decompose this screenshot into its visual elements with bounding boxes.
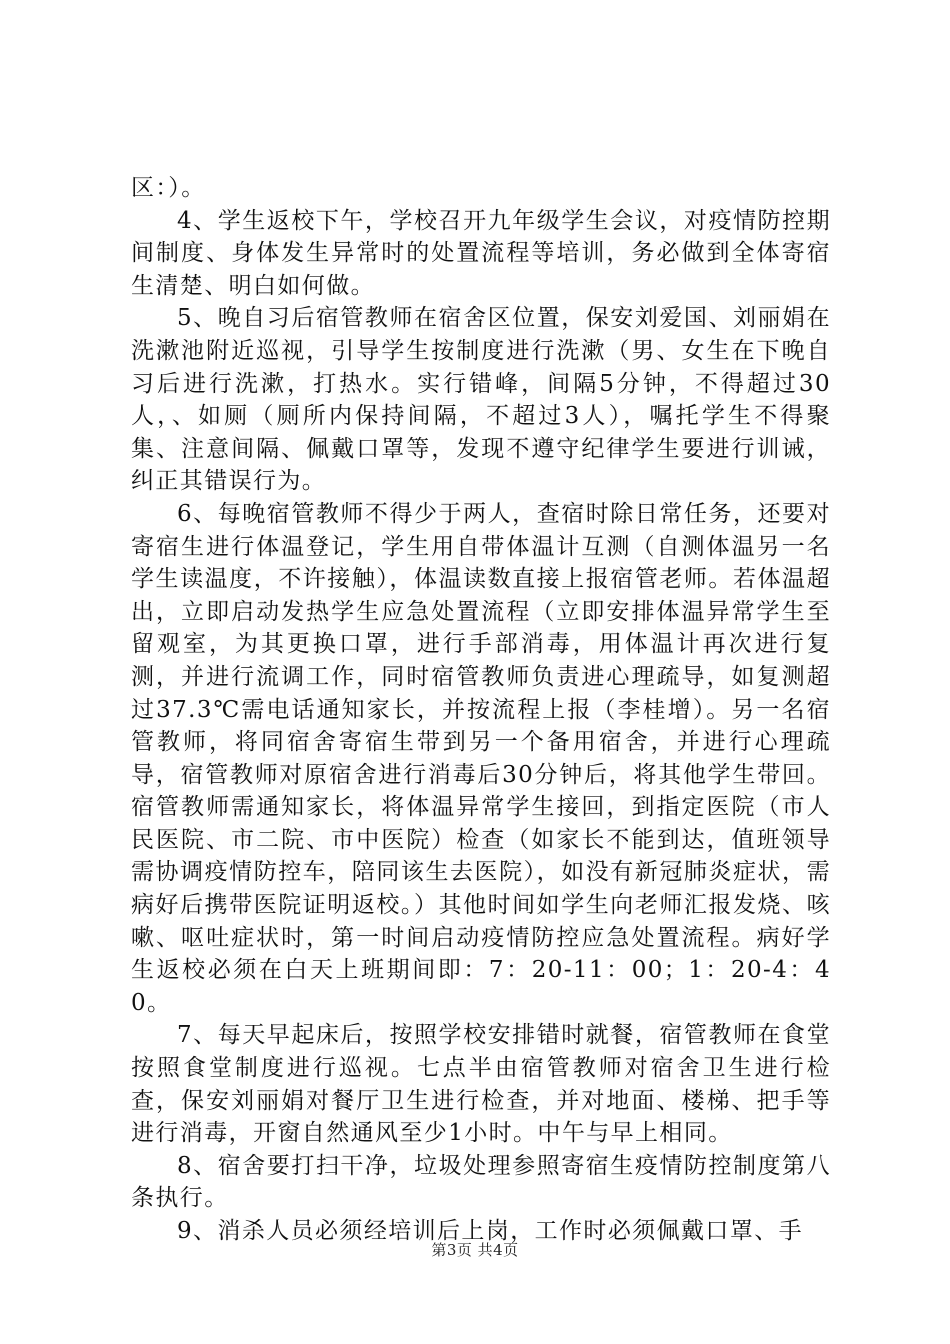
page-footer <box>0 1240 950 1260</box>
paragraph-item-4: 4、学生返校下午，学校召开九年级学生会议，对疫情防控期间制度、身体发生异常时的处置流程等培训，务必做到全体寄宿生清楚、明白如何做。 <box>131 207 831 299</box>
document-body <box>131 172 831 1248</box>
paragraph-item-9: 9、消杀人员必须经培训后上岗，工作时必须佩戴口罩、手 <box>177 1218 804 1244</box>
paragraph-item-6: 6、每晚宿管教师不得少于两人，查宿时除日常任务，还要对寄宿生进行体温登记，学生用自带体温计互测（自测体温另一名学生读温度，不许接触），体温读数直接上报宿管老师。若体温超出，立即启动发热学生应急处置流程（立即安排体温异常学生至留观室，为其更换口罩，进行手部消毒，用体温计再次进行复测，并进行流调工作，同时宿管教师负责进心理疏导，如复测超过37.3℃需电话通知家长，并按流程上报（李桂增）。另一名宿管教师，将同宿舍寄宿生带到另一个备用宿舍，并进行心理疏导，宿管教师对原宿舍进行消毒后30分钟后，将其他学生带回。宿管教师需通知家长，将体温异常学生接回，到指定医院（市人民医院、市二院、市中医院）检查（如家长不能到达，值班领导需协调疫情防控车，陪同该生去医院），如没有新冠肺炎症状，需病好后携带医院证明返校。）其他时间如学生向老师汇报发烧、咳嗽、呕吐症状时，第一时间启动疫情防控应急处置流程。病好学生返校必须在白天上班期间即：7：20-11：00；1：20-4：40。 <box>131 500 831 1016</box>
paragraph-item-5: 5、晚自习后宿管教师在宿舍区位置，保安刘爱国、刘丽娟在洗漱池附近巡视，引导学生按制度进行洗漱（男、女生在下晚自习后进行洗漱，打热水。实行错峰，间隔5分钟，不得超过30人，、如厕（厕所内保持间隔，不超过3人），嘱托学生不得聚集、注意间隔、佩戴口罩等，发现不遵守纪律学生要进行训诫，纠正其错误行为。 <box>131 305 831 495</box>
paragraph-continuation: 区：）。 <box>131 175 206 201</box>
paragraph-item-8: 8、宿舍要打扫干净，垃圾处理参照寄宿生疫情防控制度第八条执行。 <box>131 1152 831 1212</box>
paragraph-item-7: 7、每天早起床后，按照学校安排错时就餐，宿管教师在食堂按照食堂制度进行巡视。七点半由宿管教师对宿舍卫生进行检查，保安刘丽娟对餐厅卫生进行检查，并对地面、楼梯、把手等进行消毒，开窗自然通风至少1小时。中午与早上相同。 <box>131 1022 831 1147</box>
page-number-label: 第3页 共4页 <box>431 1241 519 1259</box>
